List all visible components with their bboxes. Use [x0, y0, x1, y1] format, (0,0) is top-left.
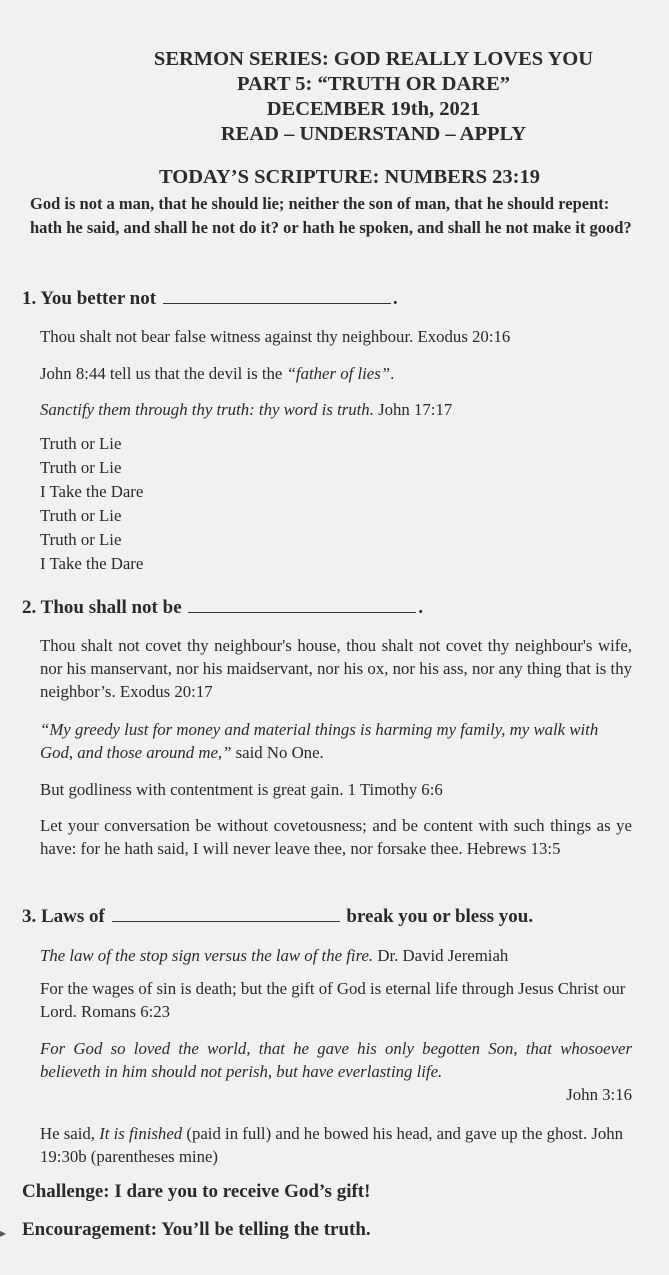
italic-phrase: It is finished: [99, 1124, 183, 1143]
section3-heading-text: 3. Laws of: [22, 906, 105, 927]
italic-quote: The law of the stop sign versus the law of the fire.: [40, 946, 374, 965]
part-title: PART 5: “TRUTH OR DARE”: [236, 73, 510, 95]
list-item: Truth or Lie: [40, 530, 122, 549]
section2-paragraph: Thou shalt not covet thy neighbour's house, thou shalt not covet thy neighbour's wife, nor his manservant, nor his maidservant, nor his ox, nor his ass, nor any thing that is thy neighbor’s. Exodus 20:17: [40, 636, 632, 701]
text-run: He said,: [40, 1124, 100, 1143]
list-item: I Take the Dare: [40, 554, 144, 573]
list-item: I Take the Dare: [40, 482, 144, 501]
section3-paragraph: [40, 1122, 632, 1168]
section1-heading: [22, 288, 398, 310]
bullet-mark-icon: ▸: [0, 1226, 7, 1240]
section1-paragraph: [40, 398, 632, 421]
section3-paragraph: [40, 944, 632, 967]
section1-paragraph: Thou shalt not bear false witness against thy neighbour. Exodus 20:16: [40, 327, 511, 346]
section3-paragraph: For the wages of sin is death; but the gift of God is eternal life through Jesus Christ our Lord. Romans 6:23: [40, 979, 626, 1021]
section3-heading: [22, 906, 533, 928]
list-item: Truth or Lie: [40, 434, 122, 453]
text-run: John 17:17: [373, 400, 453, 419]
section2-heading-period: .: [418, 597, 424, 618]
text-run: John 8:44 tell us that the devil is the: [40, 364, 287, 383]
section1-heading-text: 1. You better not: [22, 288, 157, 309]
italic-quote: Sanctify them through thy truth: thy word is truth.: [40, 400, 374, 419]
section2-paragraph: [40, 718, 632, 764]
fill-in-blank: [112, 920, 340, 922]
encouragement-line: Encouragement: You’ll be telling the truth.: [22, 1219, 371, 1240]
fill-in-blank: [163, 302, 391, 304]
scripture-text: God is not a man, that he should lie; neither the son of man, that he should repent: hath he said, and shall he not do it? or hath he spoken, and shall he not make it good?: [30, 194, 632, 237]
fill-in-blank: [188, 611, 416, 613]
section1-heading-period: .: [392, 288, 398, 309]
read-understand-apply: READ – UNDERSTAND – APPLY: [220, 123, 527, 145]
section2-paragraph: Let your conversation be without covetousness; and be content with such things as ye have: for he hath said, I will never leave thee, nor forsake thee. Hebrews 13:5: [40, 816, 632, 858]
scripture-reference: John 3:16: [566, 1085, 632, 1104]
text-run: said No One.: [231, 743, 324, 762]
scripture-title: TODAY’S SCRIPTURE: NUMBERS 23:19: [158, 166, 540, 188]
challenge-line: Challenge: I dare you to receive God’s gift!: [22, 1181, 371, 1202]
list-item: Truth or Lie: [40, 506, 122, 525]
section2-heading: [22, 597, 423, 619]
italic-quote: For God so loved the world, that he gave his only begotten Son, that whosoever believeth in him should not perish, but have everlasting life.: [40, 1039, 632, 1081]
section2-paragraph: But godliness with contentment is great gain. 1 Timothy 6:6: [40, 780, 443, 799]
text-run: (paid in full) and he bowed his head, and gave up the ghost. John 19:30b (parentheses mine): [40, 1124, 624, 1166]
sermon-date: DECEMBER 19th, 2021: [266, 98, 481, 120]
text-run: .: [390, 364, 395, 383]
italic-quote: “My greedy lust for money and material things is harming my family, my walk with God, and those around me,”: [40, 720, 599, 762]
italic-quote: “father of lies”: [286, 364, 391, 383]
text-run: Dr. David Jeremiah: [373, 946, 509, 965]
section3-paragraph: [40, 1037, 632, 1106]
list-item: Truth or Lie: [40, 458, 122, 477]
sermon-header: [0, 47, 669, 147]
section1-paragraph: [40, 362, 632, 385]
section3-heading-tail: break you or bless you.: [346, 906, 534, 927]
series-title: SERMON SERIES: GOD REALLY LOVES YOU: [153, 48, 594, 70]
section2-heading-text: 2. Thou shall not be: [22, 597, 182, 618]
